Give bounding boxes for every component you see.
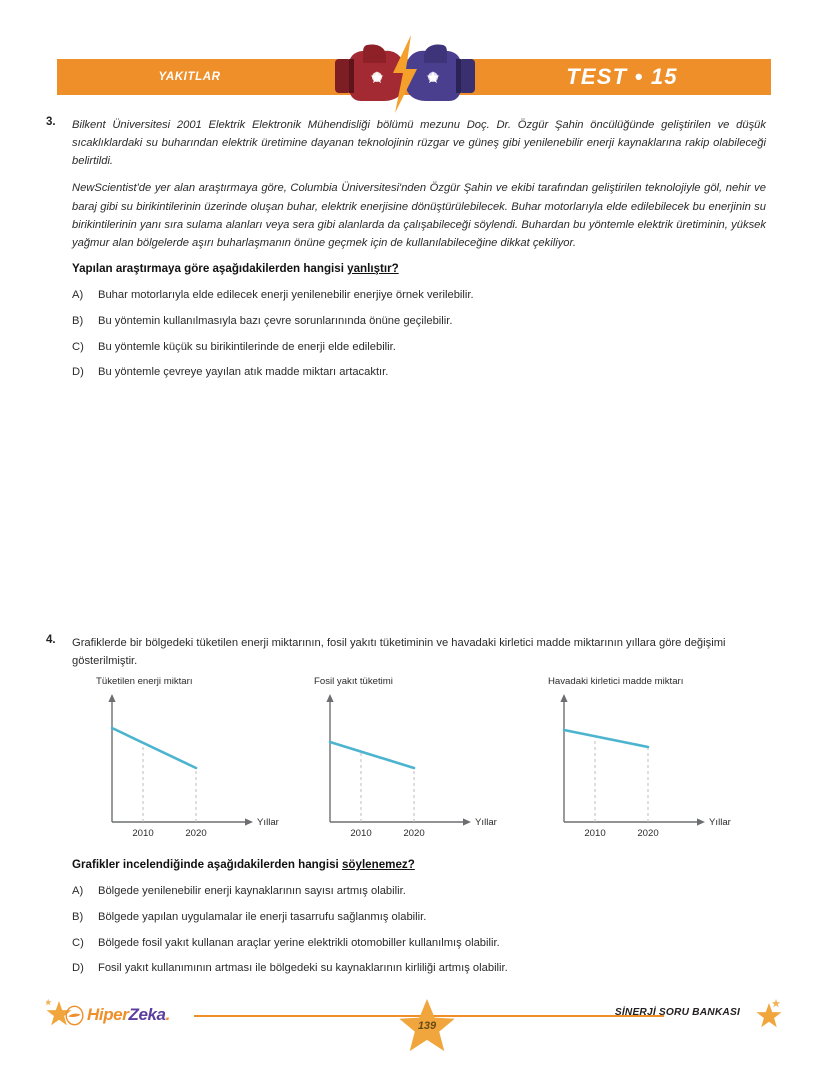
logo-text-zeka: Zeka xyxy=(128,1005,166,1024)
question-3 xyxy=(46,116,766,390)
chart-2-xlabel: Yıllar xyxy=(475,817,497,828)
chart-3-title: Havadaki kirletici madde miktarı xyxy=(548,676,684,687)
page-number: 139 xyxy=(417,1020,437,1032)
option-a-text: Buhar motorlarıyla elde edilecek enerji yenilenebilir enerjiye örnek verilebilir. xyxy=(98,288,474,301)
option-d-letter: D) xyxy=(72,366,84,379)
chart-3-tick-2020: 2020 xyxy=(637,828,659,839)
option-d-letter: D) xyxy=(72,962,84,975)
chart-2-title: Fosil yakıt tüketimi xyxy=(314,676,393,687)
option-b[interactable] xyxy=(72,909,790,926)
question-3-options xyxy=(72,287,766,381)
option-a-letter: A) xyxy=(72,885,84,897)
option-c[interactable] xyxy=(72,339,766,356)
header-test-label: TEST • 15 xyxy=(566,64,678,89)
question-4-stem-block xyxy=(46,634,790,670)
question-3-number: 3. xyxy=(46,116,56,128)
option-a-text: Bölgede yenilenebilir enerji kaynaklarının sayısı artmış olabilir. xyxy=(98,885,406,897)
option-b-letter: B) xyxy=(72,314,84,327)
question-3-paragraph-1: Bilkent Üniversitesi 2001 Elektrik Elektronik Mühendisliği bölümü mezunu Doç. Dr. Özgür Şahin öncülüğünde geliştirilen ve düşük sıcaklıklardaki su buharından elektrik üretimine dayanan teknolojinin rüzgar ve güneş gibi yenilenebilir enerji kaynaklarına rakip olabileceği belirtildi. xyxy=(72,119,766,168)
chart-2-tick-2020: 2020 xyxy=(403,828,425,839)
option-a[interactable] xyxy=(72,287,766,304)
question-3-prompt-text: Yapılan araştırmaya göre aşağıdakilerden hangisi xyxy=(72,261,348,275)
chart-tuketilen-enerji xyxy=(96,676,316,841)
option-c-text: Bu yöntemle küçük su birikintilerinde de enerji elde edilebilir. xyxy=(98,340,396,353)
question-4-prompt-emphasis: söylenemez? xyxy=(341,858,415,871)
hiperzeka-logo-icon xyxy=(64,1005,85,1026)
chart-3-tick-2010: 2010 xyxy=(584,828,606,839)
page-header xyxy=(57,59,771,95)
footer-brand-name: SİNERJİ SORU BANKASI xyxy=(614,1007,740,1018)
option-a-letter: A) xyxy=(72,288,84,301)
question-3-prompt-emphasis: yanlıştır? xyxy=(347,261,399,275)
brand-logo xyxy=(64,1001,170,1029)
star-decoration-right-icon xyxy=(756,999,782,1031)
option-a[interactable] xyxy=(72,883,790,900)
question-4-prompt-text: Grafikler incelendiğinde aşağıdakilerden hangisi xyxy=(72,858,342,871)
chart-2-tick-2010: 2010 xyxy=(350,828,372,839)
option-d[interactable] xyxy=(72,960,790,977)
option-d-text: Bu yöntemle çevreye yayılan atık madde miktarı artacaktır. xyxy=(98,366,389,379)
header-topic-label: YAKITLAR xyxy=(158,71,221,83)
option-d-text: Fosil yakıt kullanımının artması ile bölgedeki su kaynaklarının kirliliği artmış olabilir. xyxy=(98,962,508,975)
question-3-paragraph-2: NewScientist'de yer alan araştırmaya göre, Columbia Üniversitesi'nden Özgür Şahin ve ekibi tarafından geliştirilen teknolojiyle göl, nehir ve baraj gibi su birikintilerinin üzerinde oluşan buhar, elektrik enerjisine dönüştürülebilecek. Buhar motorlarıyla elde edilebilecek bu enerjinin su birikintilerinin yanı sıra sulama alanları veya sera gibi alanlarda da çalışabileceği söylendi. Buhardan bu yöntemle elektrik üretiminin, yüksek yağmur alan bölgelerde aşırı buharlaşmanın önüne geçmek için de kullanılabileceğine dikkat çekiliyor. xyxy=(72,182,766,249)
option-c-letter: C) xyxy=(72,340,84,353)
question-4-answer-block xyxy=(46,858,790,986)
chart-fosil-yakit xyxy=(314,676,534,841)
option-c[interactable] xyxy=(72,935,790,952)
option-b[interactable] xyxy=(72,313,766,330)
question-4-number: 4. xyxy=(46,634,56,646)
chart-havadaki-kirletici xyxy=(548,676,788,841)
chart-3-xlabel: Yıllar xyxy=(709,817,731,828)
option-d[interactable] xyxy=(72,364,766,381)
question-3-prompt xyxy=(72,262,766,275)
chart-3-plot xyxy=(548,690,758,840)
option-b-text: Bölgede yapılan uygulamalar ile enerji tasarrufu sağlanmış olabilir. xyxy=(98,910,427,923)
chart-2-plot xyxy=(314,690,524,840)
option-b-text: Bu yöntemin kullanılmasıyla bazı çevre sorunlarınında önüne geçilebilir. xyxy=(98,314,453,327)
chart-1-title: Tüketilen enerji miktarı xyxy=(96,676,193,687)
chart-1-tick-2020: 2020 xyxy=(185,828,207,839)
chart-1-xlabel: Yıllar xyxy=(257,817,279,828)
chart-1-tick-2010: 2010 xyxy=(132,828,154,839)
question-4-options xyxy=(72,883,790,977)
question-4-stem: Grafiklerde bir bölgedeki tüketilen enerji miktarının, fosil yakıtı tüketiminin ve havadaki kirletici madde miktarının yıllara göre değişimi gösterilmiştir. xyxy=(72,637,726,668)
option-c-letter: C) xyxy=(72,936,84,949)
charts-group xyxy=(96,676,766,841)
logo-text-hiper: Hiper xyxy=(87,1005,129,1024)
option-b-letter: B) xyxy=(72,910,84,923)
chart-1-plot xyxy=(96,690,306,840)
option-c-text: Bölgede fosil yakıt kullanan araçlar yerine elektrikli otomobiller kullanılmış olabilir. xyxy=(98,936,500,949)
boxing-gloves-icon xyxy=(305,35,505,113)
page-footer xyxy=(46,995,786,1037)
logo-text-dot: . xyxy=(165,1005,170,1024)
question-4-prompt xyxy=(72,858,790,871)
